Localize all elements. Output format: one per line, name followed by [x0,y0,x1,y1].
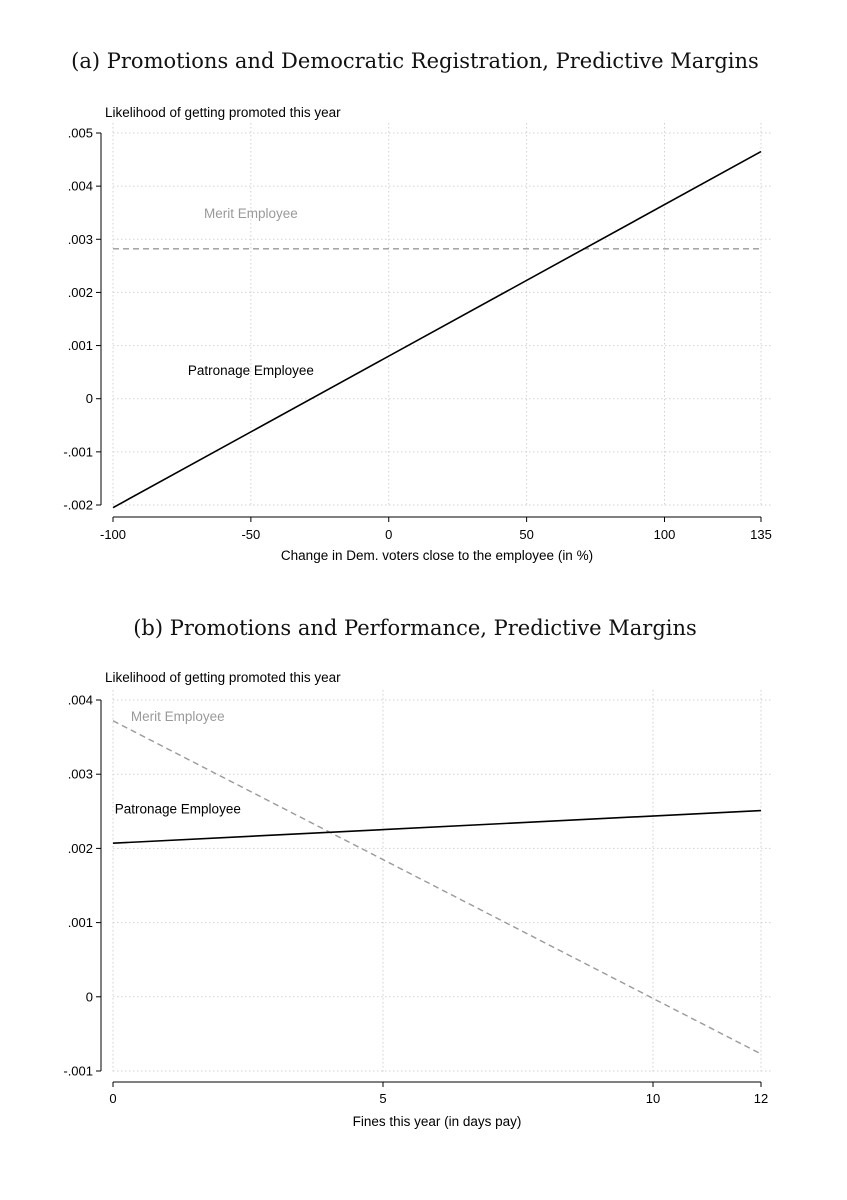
panel-b-annotation-patronage-employee: Patronage Employee [114,801,241,817]
panel-a-x-tick-label: 135 [750,527,772,542]
panel-a-y-tick-label: -.002 [63,497,93,513]
panel-a-y-tick-label: .003 [67,231,93,247]
panel-b-x-tick-label: 12 [753,1091,769,1106]
panel-a-y-axis-label: Likelihood of getting promoted this year [105,105,341,120]
panel-b-y-tick-label: 0 [85,989,93,1005]
panel-a-y-tick-label: .002 [67,284,93,300]
panel-a-y-tick-label: 0 [85,391,93,407]
panel-b-x-tick-label: 10 [645,1091,661,1106]
panel-a-y-tick-label: .004 [67,178,93,194]
panel-a-annotation-merit-employee: Merit Employee [203,206,298,222]
panel-a-x-tick-label: -100 [99,527,127,542]
panel-b-y-tick-label: .003 [67,766,93,782]
panel-b-y-tick-label: .004 [67,692,93,708]
panel-b-y-tick-label: .002 [67,840,93,856]
panel-a [63,49,771,563]
panel-b-y-axis-label: Likelihood of getting promoted this year [105,670,341,685]
panel-a-x-tick-label: 0 [385,527,393,542]
panel-b-x-tick-label: 5 [379,1091,387,1106]
panel-b-y-tick-label: .001 [67,915,93,931]
panel-b-x-axis-label: Fines this year (in days pay) [352,1114,522,1129]
panel-a-x-tick-label: 50 [519,527,534,542]
panel-b-title: (b) Promotions and Performance, Predictive Margins [133,616,697,640]
panel-a-series-patronage-employee [113,152,761,508]
panel-b-y-tick-label: -.001 [63,1063,93,1079]
panel-a-x-axis-label: Change in Dem. voters close to the employee (in %) [280,548,594,563]
panel-a-y-tick-label: .005 [67,125,93,141]
panel-a-plot-area [63,123,771,542]
panel-b-series-merit-employee [113,721,761,1054]
panel-a-annotation-patronage-employee: Patronage Employee [187,362,314,378]
panel-a-y-tick-label: -.001 [63,444,93,460]
panel-b-annotation-merit-employee: Merit Employee [130,708,225,724]
panel-a-x-tick-label: 100 [653,527,676,542]
panel-a-x-tick-label: -50 [241,527,261,542]
panel-b-x-tick-label: 0 [109,1091,117,1106]
panel-a-y-tick-label: .001 [67,338,93,354]
panel-a-title: (a) Promotions and Democratic Registration, Predictive Margins [71,49,759,73]
panel-b-plot-area [63,690,771,1106]
panel-b [63,616,771,1129]
